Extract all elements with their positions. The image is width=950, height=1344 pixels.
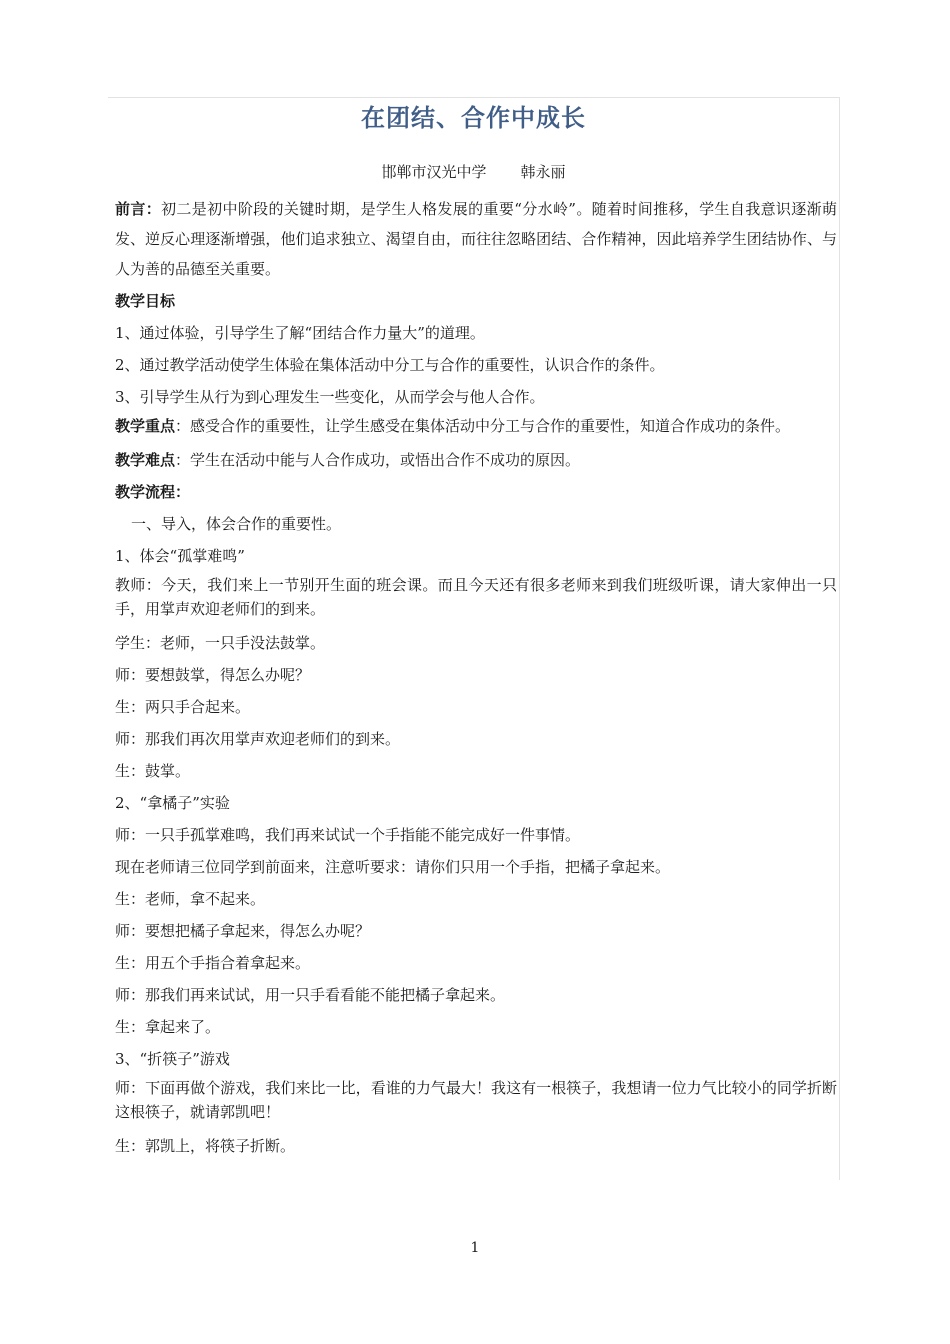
author-line	[108, 160, 839, 184]
activity-heading: 1、体会“孤掌难鸣”	[115, 547, 245, 565]
objective-item: 1、通过体验，引导学生了解“团结合作力量大”的道理。	[115, 324, 485, 342]
dialogue-line: 生：拿起来了。	[115, 1018, 221, 1036]
page-number: 1	[470, 1240, 480, 1256]
objective-item: 3、引导学生从行为到心理发生一些变化，从而学会与他人合作。	[115, 388, 545, 406]
preface-text: 初二是初中阶段的关键时期，是学生人格发展的重要“分水岭”。随着时间推移，学生自我意识逐渐萌发、逆反心理逐渐增强，他们追求独立、渴望自由，而往往忽略团结、合作精神，因此培养学生团结协作、与人为善的品德至关重要。	[115, 200, 837, 278]
dialogue-line: 师：要想把橘子拿起来，得怎么办呢？	[115, 922, 371, 940]
difficulty-label: 教学难点	[115, 451, 176, 469]
dialogue-line: 学生：老师，一只手没法鼓掌。	[115, 634, 326, 652]
key-point-text: ：感受合作的重要性，让学生感受在集体活动中分工与合作的重要性，知道合作成功的条件。	[175, 417, 791, 435]
dialogue-line: 现在老师请三位同学到前面来，注意听要求：请你们只用一个手指，把橘子拿起来。	[115, 858, 671, 876]
dialogue-line: 师：要想鼓掌，得怎么办呢？	[115, 666, 311, 684]
key-point-paragraph	[115, 414, 837, 438]
dialogue-line: 生：两只手合起来。	[115, 698, 251, 716]
preface-label: 前言：	[115, 200, 162, 218]
document-body	[115, 194, 837, 1163]
difficulty-paragraph	[115, 445, 837, 475]
page-title: 在团结、合作中成长	[361, 104, 586, 132]
dialogue-line: 生：用五个手指合着拿起来。	[115, 954, 311, 972]
dialogue-line: 师：一只手孤掌难鸣，我们再来试试一个手指能不能完成好一件事情。	[115, 826, 581, 844]
dialogue-line: 师：那我们再来试试，用一只手看看能不能把橘子拿起来。	[115, 986, 506, 1004]
frame-top-border	[108, 97, 839, 98]
activity-heading: 3、“折筷子”游戏	[115, 1050, 230, 1068]
author-name: 韩永丽	[520, 163, 566, 181]
dialogue-line: 师：那我们再次用掌声欢迎老师们的到来。	[115, 730, 401, 748]
preface-paragraph	[115, 194, 837, 284]
dialogue-line: 师：下面再做个游戏，我们来比一比，看谁的力气最大！我这有一根筷子，我想请一位力气比较小的同学折断这根筷子，就请郭凯吧！	[115, 1079, 837, 1121]
key-point-label: 教学重点	[115, 417, 176, 435]
objective-item: 2、通过教学活动使学生体验在集体活动中分工与合作的重要性，认识合作的条件。	[115, 356, 665, 374]
process-heading: 教学流程：	[115, 483, 191, 501]
activity-heading: 2、“拿橘子”实验	[115, 794, 230, 812]
dialogue-line: 生：老师，拿不起来。	[115, 890, 266, 908]
school-name: 邯郸市汉光中学	[381, 163, 487, 181]
frame-right-border	[839, 97, 840, 1180]
dialogue-line: 生：郭凯上，将筷子折断。	[115, 1137, 296, 1155]
difficulty-text: ：学生在活动中能与人合作成功，或悟出合作不成功的原因。	[175, 451, 581, 469]
dialogue-line: 生：鼓掌。	[115, 762, 191, 780]
dialogue-line: 教师：今天，我们来上一节别开生面的班会课。而且今天还有很多老师来到我们班级听课，请大家伸出一只手，用掌声欢迎老师们的到来。	[115, 576, 837, 618]
section-heading: 一、导入，体会合作的重要性。	[131, 515, 342, 533]
objectives-heading: 教学目标	[115, 292, 176, 310]
